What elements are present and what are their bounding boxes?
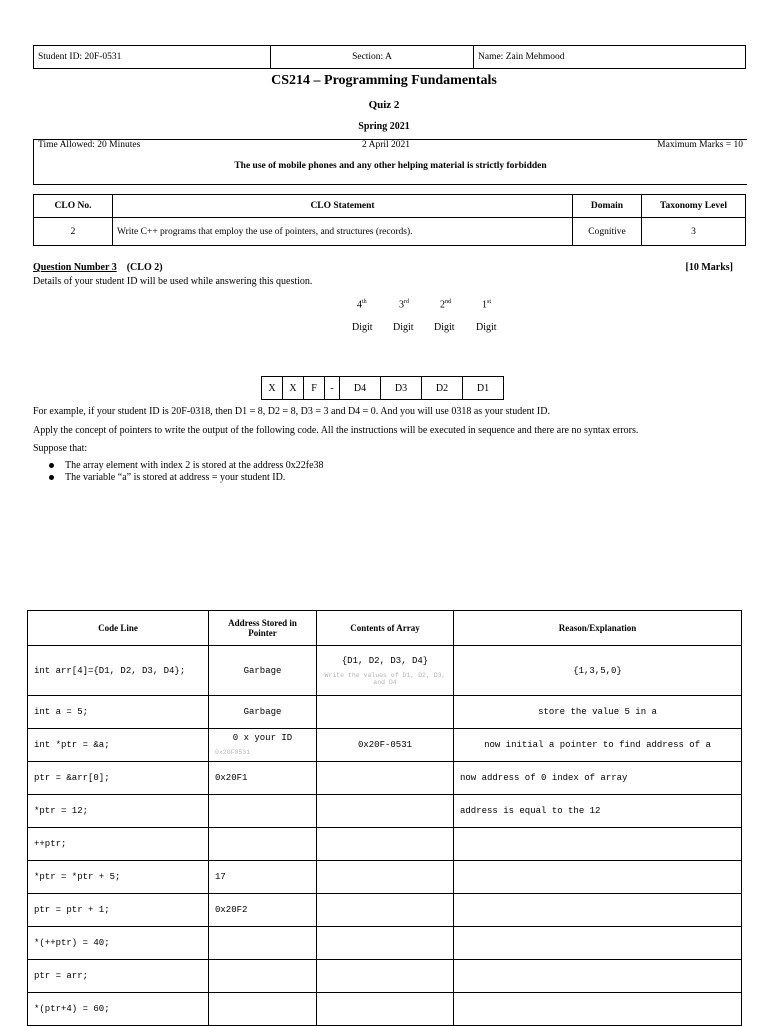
table-row	[28, 828, 742, 861]
address-cell: 17	[209, 861, 317, 894]
code-trace-table	[27, 610, 742, 1026]
time-allowed: Time Allowed: 20 Minutes	[38, 140, 141, 150]
list-item: The variable “a” is stored at address = your student ID.	[48, 472, 324, 484]
quiz-title: Quiz 2	[368, 99, 400, 111]
address-cell: Garbage	[209, 696, 317, 729]
clo-header-no: CLO No.	[34, 195, 113, 218]
table-row	[28, 927, 742, 960]
exam-info-box	[33, 139, 747, 185]
bullet-icon	[49, 463, 54, 468]
code-line-cell: *ptr = *ptr + 5;	[28, 861, 209, 894]
digit-label-3: 3rd	[399, 299, 409, 311]
code-line-cell: int arr[4]={D1, D2, D3, D4};	[28, 646, 209, 696]
contents-cell: 0x20F-0531	[317, 729, 454, 762]
address-cell	[209, 960, 317, 993]
contents-cell	[317, 762, 454, 795]
question-number: Question Number 3	[33, 262, 117, 273]
reason-cell	[454, 960, 742, 993]
contents-cell	[317, 927, 454, 960]
contents-cell	[317, 993, 454, 1026]
address-cell: 0x20F1	[209, 762, 317, 795]
id-cell: D4	[340, 377, 381, 400]
term-title: Spring 2021	[358, 121, 410, 132]
code-line-cell: ptr = ptr + 1;	[28, 894, 209, 927]
table-row	[28, 729, 742, 762]
example-text: For example, if your student ID is 20F-0318, then D1 = 8, D2 = 8, D3 = 3 and D4 = 0. And you will use 0318 as your student ID.	[33, 406, 550, 417]
list-item: The array element with index 2 is stored at the address 0x22fe38	[48, 460, 324, 472]
clo-no: 2	[34, 218, 113, 246]
name-cell: Name: Zain Mehmood	[474, 46, 746, 69]
apply-text: Apply the concept of pointers to write the output of the following code. All the instructions will be executed in sequence and there are no syntax errors.	[33, 425, 639, 436]
address-header: Address Stored in Pointer	[209, 611, 317, 646]
code-line-cell: *(++ptr) = 40;	[28, 927, 209, 960]
code-line-cell: *ptr = 12;	[28, 795, 209, 828]
table-row	[28, 993, 742, 1026]
clo-table	[33, 194, 746, 246]
reason-cell: now address of 0 index of array	[454, 762, 742, 795]
reason-cell	[454, 828, 742, 861]
digit-word-4: Digit	[352, 322, 373, 333]
reason-cell	[454, 861, 742, 894]
question-heading	[33, 262, 163, 273]
table-row	[28, 762, 742, 795]
contents-cell	[317, 795, 454, 828]
digit-word-1: Digit	[476, 322, 497, 333]
suppose-text: Suppose that:	[33, 443, 88, 454]
clo-header-domain: Domain	[573, 195, 642, 218]
table-row	[28, 646, 742, 696]
id-cell: -	[325, 377, 340, 400]
id-cell: X	[283, 377, 304, 400]
id-cell: D2	[422, 377, 463, 400]
code-header: Code Line	[28, 611, 209, 646]
question-marks: [10 Marks]	[685, 262, 733, 273]
address-cell: 0 x your ID 0x20F0531	[209, 729, 317, 762]
question-details: Details of your student ID will be used while answering this question.	[33, 276, 313, 287]
max-marks: Maximum Marks = 10	[657, 140, 743, 150]
table-row	[28, 894, 742, 927]
table-row	[28, 795, 742, 828]
clo-header-statement: CLO Statement	[113, 195, 573, 218]
code-line-cell: ptr = arr;	[28, 960, 209, 993]
reason-cell: now initial a pointer to find address of a	[454, 729, 742, 762]
address-cell: Garbage	[209, 646, 317, 696]
contents-cell	[317, 696, 454, 729]
reason-header: Reason/Explanation	[454, 611, 742, 646]
reason-cell	[454, 993, 742, 1026]
address-cell	[209, 927, 317, 960]
clo-taxonomy: 3	[642, 218, 746, 246]
section-cell: Section: A	[271, 46, 474, 69]
address-cell	[209, 795, 317, 828]
id-cell: D1	[463, 377, 504, 400]
contents-cell	[317, 828, 454, 861]
clo-statement: Write C++ programs that employ the use of pointers, and structures (records).	[113, 218, 573, 246]
code-line-cell: ptr = &arr[0];	[28, 762, 209, 795]
digit-word-2: Digit	[434, 322, 455, 333]
contents-cell	[317, 894, 454, 927]
forbidden-notice: The use of mobile phones and any other helping material is strictly forbidden	[234, 161, 547, 171]
code-line-cell: int a = 5;	[28, 696, 209, 729]
assumption-list	[48, 460, 324, 484]
digit-word-3: Digit	[393, 322, 414, 333]
contents-cell: {D1, D2, D3, D4} Write the values of D1, D2, D3, and D4	[317, 646, 454, 696]
address-cell: 0x20F2	[209, 894, 317, 927]
id-format-table	[261, 376, 504, 400]
address-cell	[209, 993, 317, 1026]
clo-header-taxonomy: Taxonomy Level	[642, 195, 746, 218]
reason-cell	[454, 894, 742, 927]
reason-cell: address is equal to the 12	[454, 795, 742, 828]
reason-cell: store the value 5 in a	[454, 696, 742, 729]
exam-date: 2 April 2021	[362, 140, 411, 150]
id-cell: X	[262, 377, 283, 400]
reason-cell: {1,3,5,0}	[454, 646, 742, 696]
contents-cell	[317, 861, 454, 894]
contents-cell	[317, 960, 454, 993]
digit-label-2: 2nd	[440, 299, 451, 311]
student-info-table	[33, 45, 746, 69]
id-cell: D3	[381, 377, 422, 400]
table-row	[28, 861, 742, 894]
clo-domain: Cognitive	[573, 218, 642, 246]
code-line-cell: int *ptr = &a;	[28, 729, 209, 762]
reason-cell	[454, 927, 742, 960]
digit-label-4: 4th	[357, 299, 367, 311]
code-line-cell: *(ptr+4) = 60;	[28, 993, 209, 1026]
table-row	[28, 696, 742, 729]
code-line-cell: ++ptr;	[28, 828, 209, 861]
address-cell	[209, 828, 317, 861]
table-row	[28, 960, 742, 993]
id-cell: F	[304, 377, 325, 400]
student-id-cell: Student ID: 20F-0531	[34, 46, 271, 69]
contents-header: Contents of Array	[317, 611, 454, 646]
course-title: CS214 – Programming Fundamentals	[271, 73, 497, 88]
digit-label-1: 1st	[482, 299, 492, 311]
bullet-icon	[49, 475, 54, 480]
question-clo: (CLO 2)	[126, 262, 163, 273]
